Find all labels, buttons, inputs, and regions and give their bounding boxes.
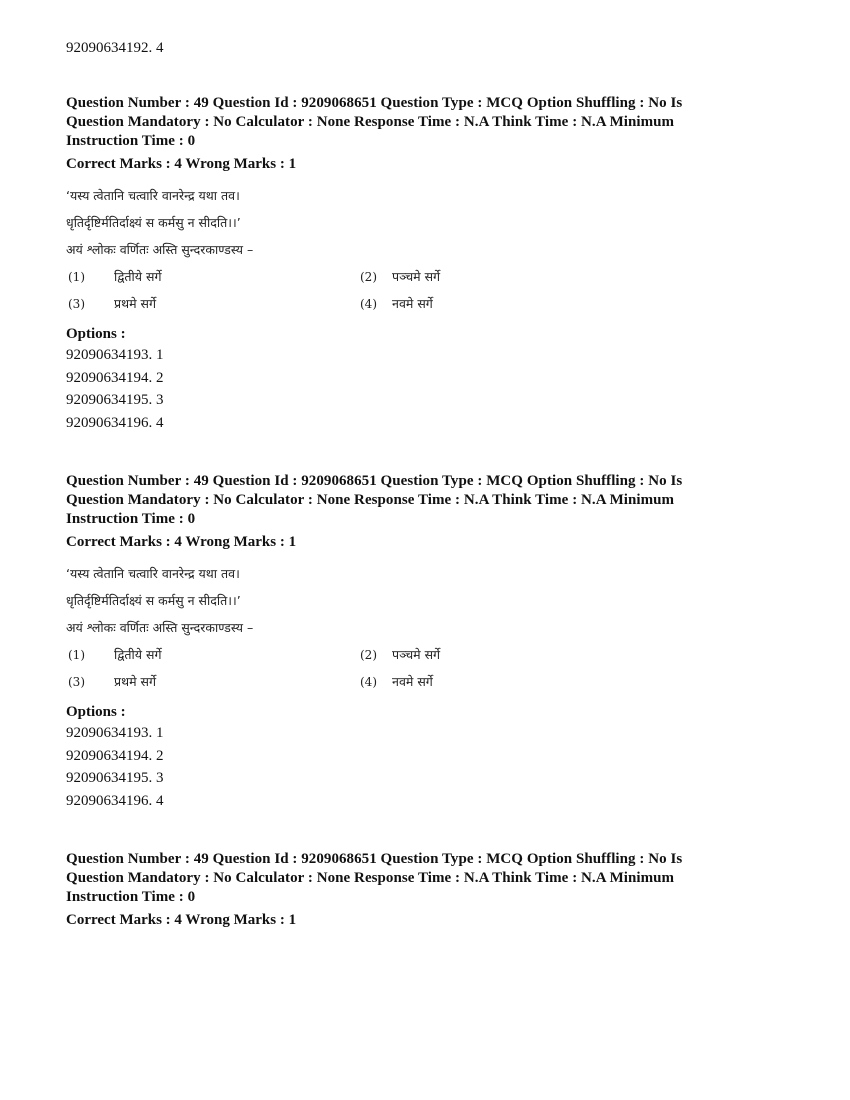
answer-choices	[66, 641, 766, 697]
question-text-line-1: ‘यस्य त्वेतानि चत्वारि वानरेन्द्र यथा तव।	[66, 188, 240, 203]
meta-line-1: Question Number : 49 Question Id : 9209068651 Question Type : MCQ Option Shuffling : No Is	[66, 95, 683, 111]
choice-text: प्रथमे सर्गे	[114, 674, 157, 689]
question-block-1	[66, 94, 766, 434]
question-block-2	[66, 472, 766, 812]
choice-text: प्रथमे सर्गे	[114, 296, 157, 311]
choice-number: (3)	[68, 675, 85, 689]
question-text-line-3: अयं श्लोकः वर्णितः अस्ति सुन्दरकाण्डस्य –	[66, 242, 254, 257]
marks-line: Correct Marks : 4 Wrong Marks : 1	[66, 912, 297, 928]
choice-number: (2)	[360, 648, 377, 662]
meta-line-1: Question Number : 49 Question Id : 9209068651 Question Type : MCQ Option Shuffling : No Is	[66, 473, 683, 489]
meta-line-3: Instruction Time : 0	[66, 133, 196, 149]
choice-number: (3)	[68, 297, 85, 311]
meta-line-3: Instruction Time : 0	[66, 889, 196, 905]
choice-4	[360, 290, 433, 317]
meta-line-2: Question Mandatory : No Calculator : None Response Time : N.A Think Time : N.A Minimum	[66, 492, 675, 508]
option-line: 92090634193. 1	[66, 725, 164, 741]
option-line: 92090634194. 2	[66, 747, 164, 764]
options-list	[66, 344, 766, 434]
meta-line-2: Question Mandatory : No Calculator : None Response Time : N.A Think Time : N.A Minimum	[66, 114, 675, 130]
question-block-3	[66, 850, 766, 930]
choice-1	[68, 641, 162, 668]
choice-text: पञ्चमे सर्गे	[392, 269, 441, 284]
marks-line: Correct Marks : 4 Wrong Marks : 1	[66, 534, 297, 550]
choice-number: (4)	[360, 297, 377, 311]
option-line: 92090634196. 4	[66, 792, 164, 809]
choice-number: (1)	[68, 270, 85, 284]
question-text	[66, 560, 766, 697]
question-text-line-2: धृतिर्दृष्टिर्मतिर्दाक्ष्यं स कर्मसु न सीदति।।’	[66, 215, 241, 230]
choice-number: (4)	[360, 675, 377, 689]
meta-line-3: Instruction Time : 0	[66, 511, 196, 527]
options-label: Options :	[66, 704, 126, 720]
question-meta	[66, 472, 766, 529]
question-text	[66, 182, 766, 319]
question-text-line-3: अयं श्लोकः वर्णितः अस्ति सुन्दरकाण्डस्य –	[66, 620, 254, 635]
choice-text: द्वितीये सर्गे	[114, 647, 162, 662]
choice-text: नवमे सर्गे	[392, 296, 433, 311]
meta-line-2: Question Mandatory : No Calculator : None Response Time : N.A Think Time : N.A Minimum	[66, 870, 675, 886]
option-line: 92090634195. 3	[66, 392, 164, 408]
choice-text: पञ्चमे सर्गे	[392, 647, 441, 662]
choice-3	[68, 290, 156, 317]
choice-number: (2)	[360, 270, 377, 284]
answer-choices	[66, 263, 766, 319]
question-text-line-1: ‘यस्य त्वेतानि चत्वारि वानरेन्द्र यथा तव।	[66, 566, 240, 581]
choice-3	[68, 668, 156, 695]
question-text-line-2: धृतिर्दृष्टिर्मतिर्दाक्ष्यं स कर्मसु न सीदति।।’	[66, 593, 241, 608]
previous-option-line: 92090634192. 4	[66, 40, 164, 56]
option-line: 92090634194. 2	[66, 369, 164, 386]
choice-4	[360, 668, 433, 695]
choice-text: द्वितीये सर्गे	[114, 269, 162, 284]
meta-line-1: Question Number : 49 Question Id : 9209068651 Question Type : MCQ Option Shuffling : No Is	[66, 851, 683, 867]
choice-1	[68, 263, 162, 290]
option-line: 92090634196. 4	[66, 414, 164, 431]
options-list	[66, 722, 766, 812]
marks-line: Correct Marks : 4 Wrong Marks : 1	[66, 156, 297, 172]
question-meta	[66, 94, 766, 151]
choice-2	[360, 641, 440, 668]
options-label: Options :	[66, 326, 126, 342]
choice-text: नवमे सर्गे	[392, 674, 433, 689]
question-meta	[66, 850, 766, 907]
option-line: 92090634193. 1	[66, 347, 164, 363]
choice-number: (1)	[68, 648, 85, 662]
option-line: 92090634195. 3	[66, 770, 164, 786]
choice-2	[360, 263, 440, 290]
